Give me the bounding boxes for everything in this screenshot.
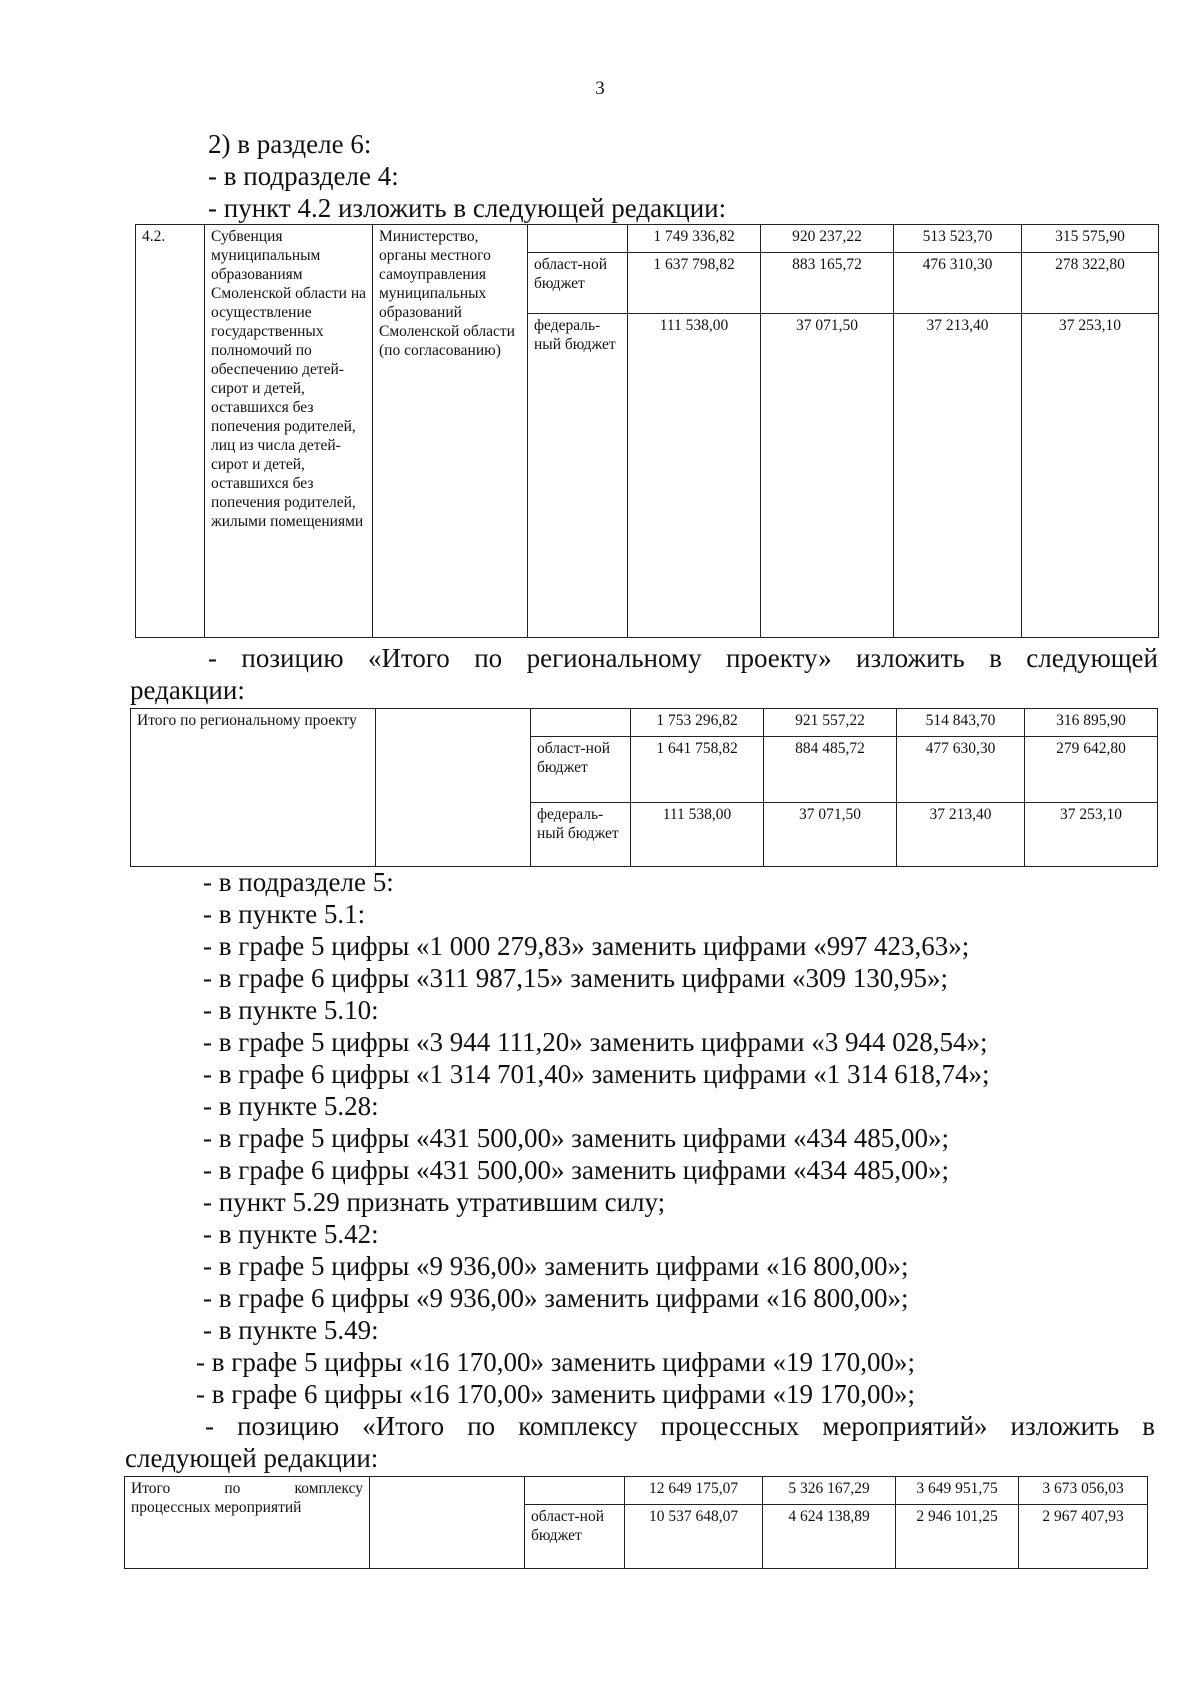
table-process-complex-total xyxy=(124,1476,1148,1569)
value-year-1: 883 165,72 xyxy=(761,253,894,314)
page-number: 3 xyxy=(595,78,605,99)
value-year-2: 513 523,70 xyxy=(894,225,1022,253)
intro-line-1: 2) в разделе 6: xyxy=(208,129,372,159)
value-year-2: 37 213,40 xyxy=(897,803,1025,867)
change-line-5: - в пункте 5.10: xyxy=(203,995,379,1025)
value-year-2: 3 649 951,75 xyxy=(896,1477,1019,1505)
value-total: 1 753 296,82 xyxy=(631,709,764,737)
change-line-3: - в графе 5 цифры «1 000 279,83» заменить цифрами «997 423,63»; xyxy=(203,931,970,961)
value-year-1: 921 557,22 xyxy=(764,709,897,737)
funding-source: област-ной бюджет xyxy=(531,737,631,803)
paragraph-regional-project-cont: редакции: xyxy=(130,675,245,705)
change-line-2: - в пункте 5.1: xyxy=(203,899,366,929)
value-total: 111 538,00 xyxy=(628,314,761,638)
change-line-1: - в подразделе 5: xyxy=(203,867,394,897)
paragraph-process-complex-cont: следующей редакции: xyxy=(125,1443,379,1473)
change-line-14: - в графе 6 цифры «9 936,00» заменить цифрами «16 800,00»; xyxy=(203,1283,909,1313)
value-total: 10 537 648,07 xyxy=(625,1505,763,1569)
value-year-3: 315 575,90 xyxy=(1022,225,1159,253)
item-name: Субвенция муниципальным образованиям Смоленской области на осуществление государственных полномочий по обеспечению детей-сирот и детей, оставшихся без попечения родителей, лиц из числа детей-сирот и детей, оставшихся без попечения родителей, жилыми помещениями xyxy=(205,225,373,638)
funding-source: федераль-ный бюджет xyxy=(528,314,628,638)
total-name: Итого по региональному проекту xyxy=(131,709,376,867)
change-line-13: - в графе 5 цифры «9 936,00» заменить цифрами «16 800,00»; xyxy=(203,1251,909,1281)
change-line-10: - в графе 6 цифры «431 500,00» заменить цифрами «434 485,00»; xyxy=(203,1155,949,1185)
value-year-3: 278 322,80 xyxy=(1022,253,1159,314)
funding-source xyxy=(531,709,631,737)
value-year-2: 37 213,40 xyxy=(894,314,1022,638)
change-line-8: - в пункте 5.28: xyxy=(203,1091,379,1121)
value-year-3: 37 253,10 xyxy=(1025,803,1158,867)
table-row xyxy=(125,1477,1148,1505)
intro-line-3: - пункт 4.2 изложить в следующей редакции: xyxy=(208,193,727,223)
item-number: 4.2. xyxy=(136,225,205,638)
funding-source xyxy=(525,1477,625,1505)
change-line-17: - в графе 6 цифры «16 170,00» заменить цифрами «19 170,00»; xyxy=(196,1379,915,1409)
table-regional-project-total xyxy=(130,708,1158,867)
value-year-2: 514 843,70 xyxy=(897,709,1025,737)
table-row xyxy=(136,225,1159,253)
change-line-15: - в пункте 5.49: xyxy=(203,1315,379,1345)
funding-source: област-ной бюджет xyxy=(525,1505,625,1569)
value-total: 111 538,00 xyxy=(631,803,764,867)
paragraph-process-complex: - позицию «Итого по комплексу процессных мероприятий» изложить в xyxy=(205,1411,1155,1441)
value-year-2: 2 946 101,25 xyxy=(896,1505,1019,1569)
change-line-6: - в графе 5 цифры «3 944 111,20» заменить цифрами «3 944 028,54»; xyxy=(203,1027,988,1057)
value-total: 12 649 175,07 xyxy=(625,1477,763,1505)
change-line-11: - пункт 5.29 признать утратившим силу; xyxy=(203,1187,666,1217)
value-year-1: 884 485,72 xyxy=(764,737,897,803)
total-name-line-1: Итого по комплексу xyxy=(131,1480,363,1497)
value-year-3: 3 673 056,03 xyxy=(1019,1477,1148,1505)
funding-source: федераль-ный бюджет xyxy=(531,803,631,867)
value-year-2: 477 630,30 xyxy=(897,737,1025,803)
value-year-3: 37 253,10 xyxy=(1022,314,1159,638)
intro-line-2: - в подразделе 4: xyxy=(208,161,399,191)
value-year-1: 5 326 167,29 xyxy=(763,1477,896,1505)
value-total: 1 749 336,82 xyxy=(628,225,761,253)
change-line-16: - в графе 5 цифры «16 170,00» заменить цифрами «19 170,00»; xyxy=(196,1347,915,1377)
value-total: 1 637 798,82 xyxy=(628,253,761,314)
value-year-2: 476 310,30 xyxy=(894,253,1022,314)
table-item-4-2 xyxy=(135,224,1159,638)
change-line-9: - в графе 5 цифры «431 500,00» заменить цифрами «434 485,00»; xyxy=(203,1123,949,1153)
change-line-12: - в пункте 5.42: xyxy=(203,1219,379,1249)
value-total: 1 641 758,82 xyxy=(631,737,764,803)
total-name xyxy=(125,1477,370,1569)
value-year-1: 37 071,50 xyxy=(761,314,894,638)
change-line-4: - в графе 6 цифры «311 987,15» заменить цифрами «309 130,95»; xyxy=(203,963,948,993)
value-year-1: 37 071,50 xyxy=(764,803,897,867)
value-year-1: 920 237,22 xyxy=(761,225,894,253)
paragraph-regional-project: - позицию «Итого по региональному проекту» изложить в следующей xyxy=(208,643,1158,673)
empty-cell xyxy=(370,1477,525,1569)
value-year-3: 279 642,80 xyxy=(1025,737,1158,803)
value-year-3: 316 895,90 xyxy=(1025,709,1158,737)
empty-cell xyxy=(376,709,531,867)
value-year-3: 2 967 407,93 xyxy=(1019,1505,1148,1569)
total-name-line-2: процессных мероприятий xyxy=(131,1499,302,1516)
value-year-1: 4 624 138,89 xyxy=(763,1505,896,1569)
table-row xyxy=(131,709,1158,737)
funding-source: област-ной бюджет xyxy=(528,253,628,314)
change-line-7: - в графе 6 цифры «1 314 701,40» заменить цифрами «1 314 618,74»; xyxy=(203,1059,990,1089)
item-executor: Министерство, органы местного самоуправления муниципальных образований Смоленской области (по согласованию) xyxy=(373,225,528,638)
funding-source xyxy=(528,225,628,253)
